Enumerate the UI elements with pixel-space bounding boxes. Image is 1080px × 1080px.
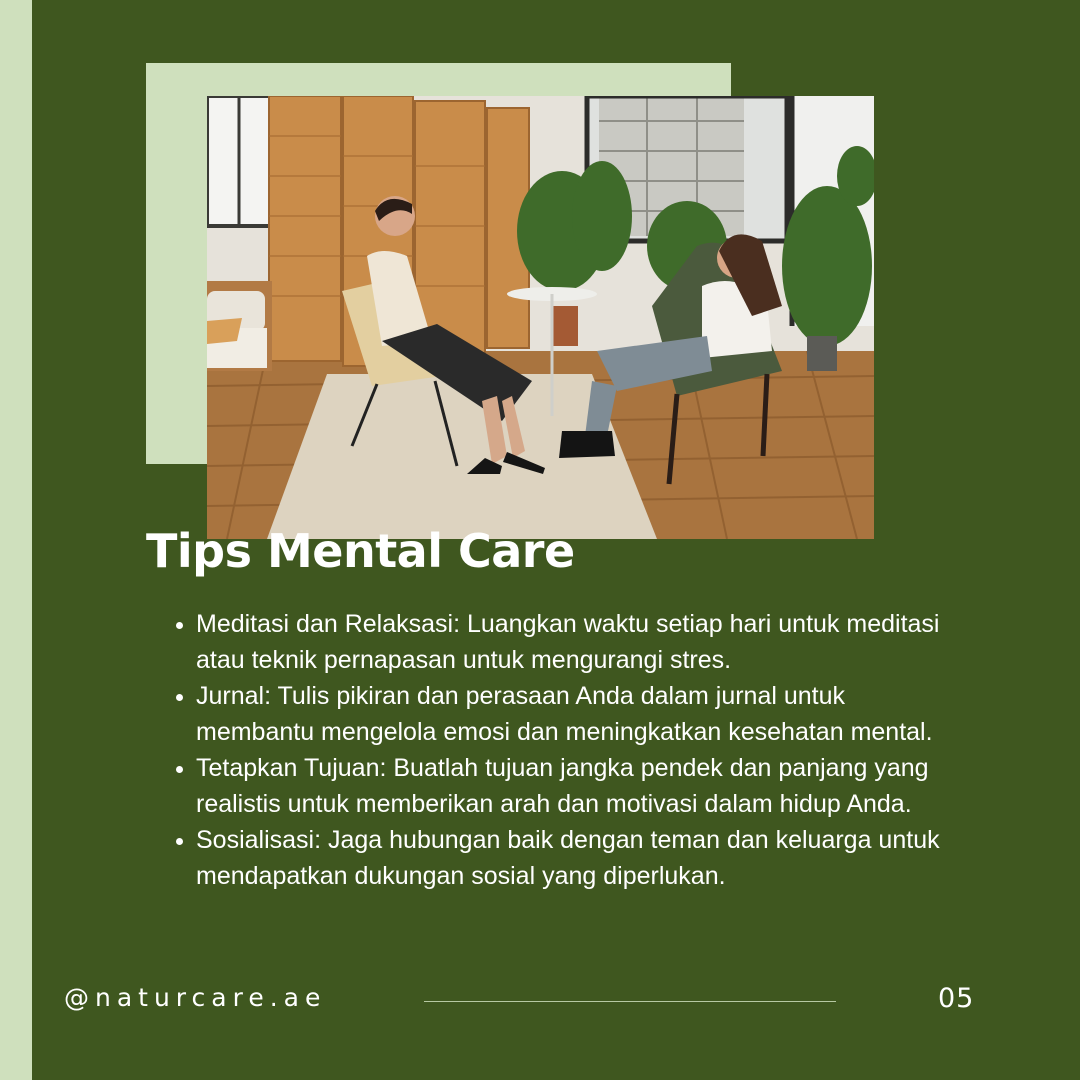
- social-handle: @naturcare.ae: [64, 983, 327, 1012]
- tip-item: • Meditasi dan Relaksasi: Luangkan waktu setiap hari untuk meditasi atau teknik pernapasan untuk mengurangi stres.: [196, 606, 956, 678]
- footer-divider: [424, 1001, 836, 1002]
- page-number: 05: [938, 983, 975, 1014]
- tip-item: • Tetapkan Tujuan: Buatlah tujuan jangka pendek dan panjang yang realistis untuk memberikan arah dan motivasi dalam hidup Anda.: [196, 750, 956, 822]
- counseling-session-photo: [207, 96, 874, 539]
- tip-item: • Jurnal: Tulis pikiran dan perasaan Anda dalam jurnal untuk membantu mengelola emosi dan meningkatkan kesehatan mental.: [196, 678, 956, 750]
- page-title: Tips Mental Care: [146, 524, 575, 578]
- tip-item: • Sosialisasi: Jaga hubungan baik dengan teman dan keluarga untuk mendapatkan dukungan sosial yang diperlukan.: [196, 822, 956, 894]
- left-accent-strip: [0, 0, 32, 1080]
- tips-list: [172, 606, 956, 894]
